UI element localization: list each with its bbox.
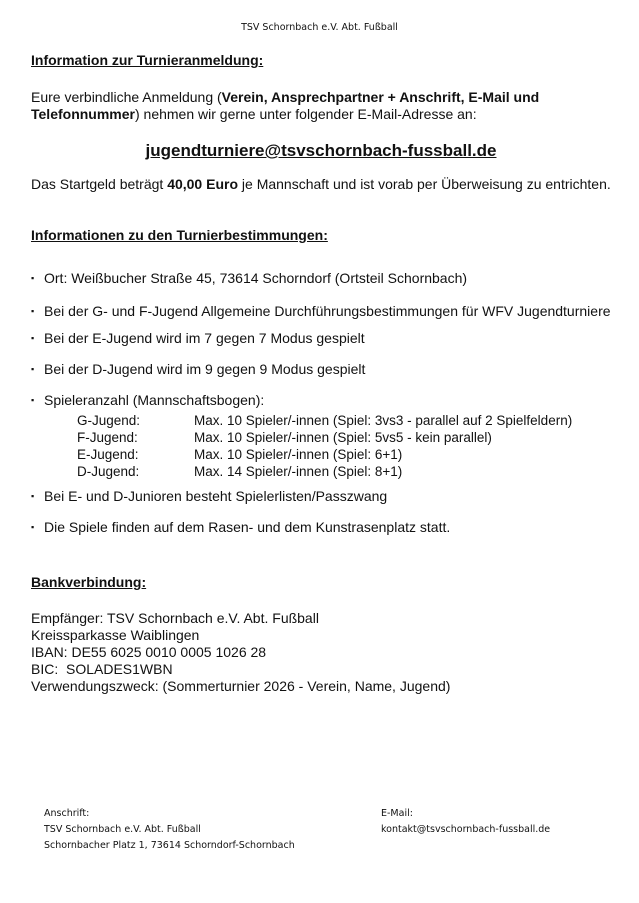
- bank-heading: Bankverbindung:: [31, 574, 147, 590]
- rule-player-count: ▪ Spieleranzahl (Mannschaftsbogen):: [31, 392, 611, 409]
- document-body: [31, 52, 611, 695]
- registration-intro: Eure verbindliche Anmeldung (Verein, Ansprechpartner + Anschrift, E-Mail und Telefonnummer) nehmen wir gerne unter folgender E-Mail-Adresse an:: [31, 89, 540, 122]
- bank-bic: BIC: SOLADES1WBN: [31, 661, 173, 677]
- player-row: F-Jugend: Max. 10 Spieler/-innen (Spiel: 5vs5 - kein parallel): [77, 430, 492, 445]
- player-count-table: [77, 412, 611, 480]
- player-row: G-Jugend: Max. 10 Spieler/-innen (Spiel: 3vs3 - parallel auf 2 Spielfeldern): [77, 413, 573, 428]
- page-header: TSV Schornbach e.V. Abt. Fußball: [241, 22, 398, 33]
- rule-e-youth: ▪ Bei der E-Jugend wird im 7 gegen 7 Modus gespielt: [31, 330, 611, 347]
- player-row: E-Jugend: Max. 10 Spieler/-innen (Spiel: 6+1): [77, 447, 403, 462]
- footer-email-link[interactable]: kontakt@tsvschornbach-fussball.de: [381, 824, 551, 835]
- footer-email: [381, 806, 550, 838]
- rules-heading: Informationen zu den Turnierbestimmungen:: [31, 227, 328, 243]
- footer-email-label: E-Mail:: [381, 808, 413, 819]
- bank-name: Kreissparkasse Waiblingen: [31, 627, 200, 643]
- rule-location: ▪ Ort: Weißbucher Straße 45, 73614 Schorndorf (Ortsteil Schornbach): [31, 270, 611, 287]
- rule-d-youth: ▪ Bei der D-Jugend wird im 9 gegen 9 Modus gespielt: [31, 361, 611, 378]
- footer-address-line: TSV Schornbach e.V. Abt. Fußball: [44, 824, 201, 835]
- bank-recipient: Empfänger: TSV Schornbach e.V. Abt. Fußball: [31, 610, 319, 626]
- bank-reference: Verwendungszweck: (Sommerturnier 2026 - Verein, Name, Jugend): [31, 678, 451, 694]
- player-row: D-Jugend: Max. 14 Spieler/-innen (Spiel: 8+1): [77, 464, 403, 479]
- bank-details: [31, 610, 611, 695]
- registration-heading: Information zur Turnieranmeldung:: [31, 52, 264, 68]
- registration-email-link[interactable]: jugendturniere@tsvschornbach-fussball.de: [145, 141, 497, 160]
- rule-g-f-youth: ▪ Bei der G- und F-Jugend Allgemeine Durchführungsbestimmungen für WFV Jugendturniere: [31, 300, 611, 322]
- footer-address-line: Schornbacher Platz 1, 73614 Schorndorf-Schornbach: [44, 840, 295, 851]
- rule-player-list: ▪ Bei E- und D-Junioren besteht Spielerlisten/Passzwang: [31, 488, 611, 505]
- entry-fee-text: Das Startgeld beträgt 40,00 Euro je Mannschaft und ist vorab per Überweisung zu entrichten.: [31, 176, 611, 192]
- footer-address-label: Anschrift:: [44, 808, 90, 819]
- footer-address: [44, 806, 295, 854]
- bank-iban: IBAN: DE55 6025 0010 0005 1026 28: [31, 644, 267, 660]
- rule-pitches: ▪ Die Spiele finden auf dem Rasen- und dem Kunstrasenplatz statt.: [31, 519, 611, 536]
